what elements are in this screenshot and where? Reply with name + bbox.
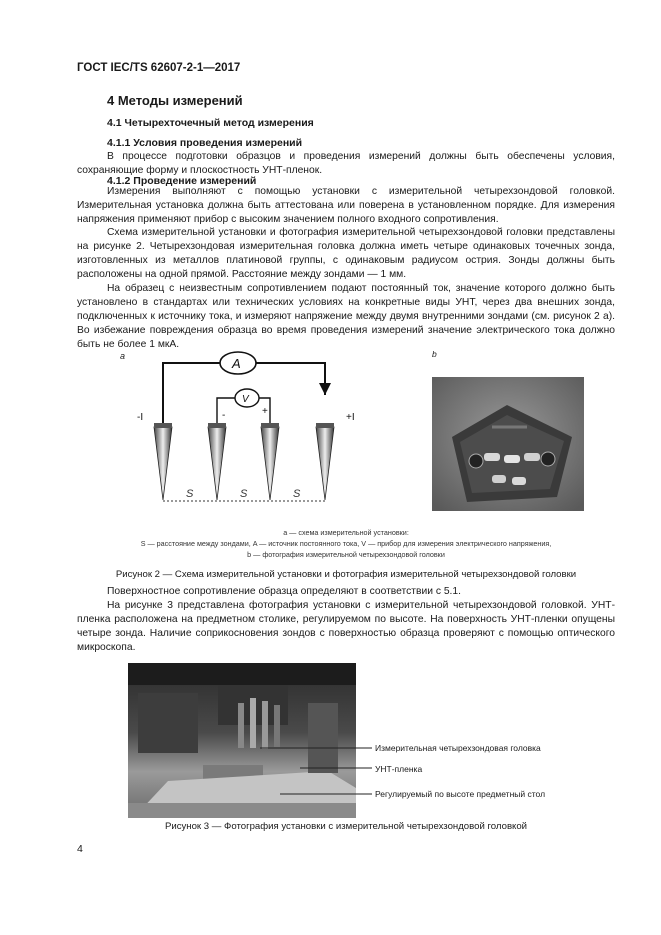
paragraph-surface-resistance: Поверхностное сопротивление образца определяют в соответствии с 5.1. [107,586,462,597]
subsection-4-1-title: 4.1 Четырехточечный метод измерения [107,117,314,129]
label-cnt-film: УНТ-пленка [375,764,423,774]
minus-current-label: -I [137,412,144,423]
figure2-legend-1: а — схема измерительной установки: [283,528,409,537]
section-title: 4 Методы измерений [107,93,243,108]
paragraph-measurement-setup: Измерения выполняют с помощью установки с измерительной четырехзондовой головкой. Измерительная установка должна быть аттестована или поверена в установленном порядке. Для измерения напряжения применяют прибор с высоким значением полного входного сопротивления. [77,186,615,225]
figure3-leader-lines [260,738,375,800]
paragraph-probe-scheme: Схема измерительной установки и фотография измерительной четырехзондовой головки представлены на рисунке 2. Четырехзондовая измерительная головка должна иметь четыре одинаковых точечных зонда, изготовленных из металлов платиновой группы, с одинаковым радиусом острия. Зонды должны быть расположены на одной прямой. Расстояние между зондами — 1 мм. [77,227,615,280]
probe-4 [316,427,334,500]
minus-sign: - [222,410,226,421]
probe-head-photo [432,377,584,511]
probe-2 [208,427,226,500]
plus-sign: + [262,406,268,417]
paragraph-conditions: В процессе подготовки образцов и проведения измерений должны быть обеспечены условия, сохраняющие форму и плоскостность УНТ-пленок. [77,151,615,176]
paragraph-figure3-description: На рисунке 3 представлена фотография установки с измерительной четырехзондовой головкой. УНТ-пленка расположена на предметном столике, регулируемом по высоте. На поверхность УНТ-пленки опущены четыре зонда. Наличие соприкосновения зондов с поверхностью образца проверяют с помощью оптического микроскопа. [77,600,615,653]
probe-1 [154,427,172,500]
probe-3 [261,427,279,500]
page-number: 4 [77,843,83,855]
figure3-caption: Рисунок 3 — Фотография установки с измерительной четырехзондовой головкой [164,821,528,832]
ammeter-letter: A [232,356,241,371]
spacing-label-2: S [240,488,248,500]
voltmeter-letter: V [242,394,249,405]
plus-current-label: +I [346,412,355,423]
figure2-caption: Рисунок 2 — Схема измерительной установки и фотография измерительной четырехзондовой головки [115,569,577,580]
figure2-schematic [110,345,400,515]
spacing-label-1: S [186,488,194,500]
figure2b-label: b [432,349,437,359]
figure2a-label: а [120,351,126,361]
document-code: ГОСТ IEC/TS 62607-2-1—2017 [77,62,241,74]
subsection-4-1-2-title: 4.1.2 Проведение измерений [107,175,257,187]
subsection-4-1-1-title: 4.1.1 Условия проведения измерений [107,137,303,149]
spacing-label-3: S [293,488,301,500]
label-height-stage: Регулируемый по высоте предметный стол [375,789,546,799]
figure2-legend-2: S — расстояние между зондами, A — источник постоянного тока, V — прибор для измерения электрического напряжения, [140,539,552,548]
figure2-legend-3: b — фотография измерительной четырехзондовой головки [247,550,445,559]
label-probe-head: Измерительная четырехзондовая головка [375,743,541,753]
paragraph-current-voltage: На образец с неизвестным сопротивлением подают постоянный ток, значение которого должно быть установлено в стандартах или технических условиях на конкретные виды УНТ, через два внешних зонда, подключенных к источнику тока, и измеряют напряжение между двумя внутренними зондами (см. рисунок 2 а). Во избежание повреждения образца во время проведения измерений значение электрического тока должно быть не более 1 мкА. [77,283,615,350]
